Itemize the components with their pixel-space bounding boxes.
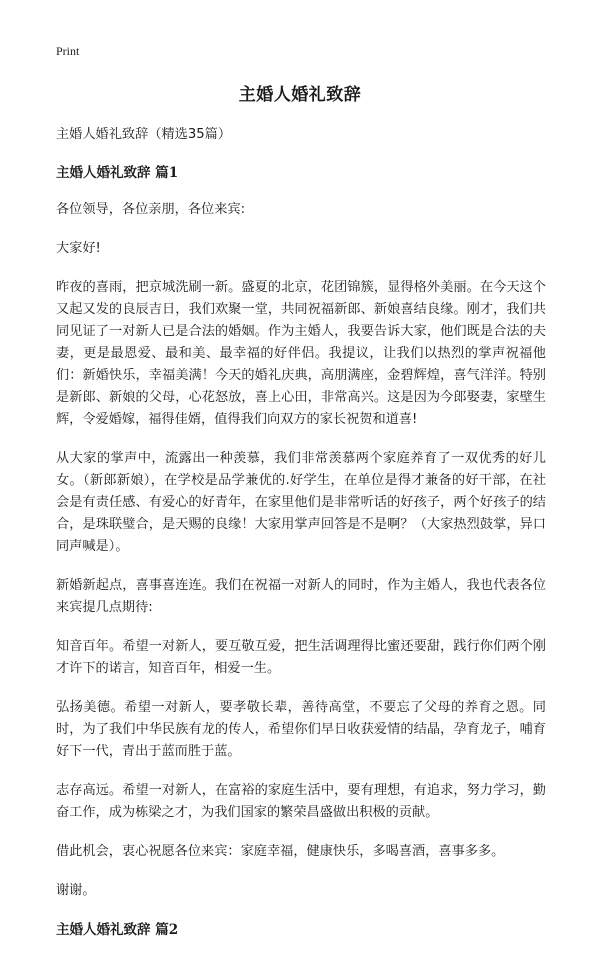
paragraph-opening: 昨夜的喜雨，把京城洗刷一新。盛夏的北京，花团锦簇，显得格外美丽。在今天这个又起又发的良辰吉日，我们欢聚一堂，共同祝福新郎、新娘喜结良缘。刚才，我们共同见证了一对新人已是合法的婚姻。作为主婚人，我要告诉大家，他们既是合法的夫妻，更是最恩爱、最和美、最幸福的好伴侣。我提议，让我们以热烈的掌声祝福他们：新婚快乐，幸福美满！今天的婚礼庆典，高朋满座，金碧辉煌，喜气洋洋。特别是新郎、新娘的父母，心花怒放，喜上心田，非常高兴。这是因为今郎娶妻，家壁生辉，令爱婚嫁，福得佳婿，值得我们向双方的家长祝贺和道喜! [56, 280, 546, 427]
paragraph-praise: 从大家的掌声中，流露出一种羡慕，我们非常羡慕两个家庭养育了一双优秀的好儿女。（新郎新娘），在学校是品学兼优的.好学生，在单位是得才兼备的好干部，在社会是有责任感、有爱心的好青年，在家里他们是非常听话的好孩子，两个好孩子的结合，是珠联璧合，是天赐的良缘！大家用掌声回答是不是啊？（大家热烈鼓掌，异口同声喊是）。 [56, 451, 546, 554]
paragraph-greeting: 大家好! [56, 241, 101, 256]
document-body [56, 124, 546, 956]
paragraph-thanks: 谢谢。 [56, 883, 96, 898]
paragraph-salutation: 各位领导，各位亲朋，各位来宾: [56, 202, 246, 217]
paragraph-expectations-intro: 新婚新起点，喜事喜连连。我们在祝福一对新人的同时，作为主婚人，我也代表各位来宾提几点期待: [56, 578, 546, 615]
page-title: 主婚人婚礼致辞 [238, 85, 362, 105]
paragraph-expectation-1: 知音百年。希望一对新人，要互敬互爱，把生活调理得比蜜还要甜，践行你们两个刚才许下的诺言，知音百年，相爱一生。 [56, 639, 546, 676]
paragraph-expectation-2: 弘扬美德。希望一对新人，要孝敬长辈，善待高堂，不要忘了父母的养育之恩。同时，为了我们中华民族有龙的传人，希望你们早日收获爱情的结晶，孕育龙子，哺育好下一代，青出于蓝而胜于蓝。 [56, 700, 546, 759]
section-heading-2: 主婚人婚礼致辞 篇2 [56, 922, 179, 938]
paragraph-wishes: 借此机会，衷心祝愿各位来宾：家庭幸福，健康快乐，多喝喜酒，喜事多多。 [56, 844, 505, 859]
document-subtitle: 主婚人婚礼致辞（精选35篇） [56, 127, 232, 142]
paragraph-expectation-3: 志存高远。希望一对新人，在富裕的家庭生活中，要有理想，有追求，努力学习，勤奋工作，成为栋梁之才，为我们国家的繁荣昌盛做出积极的贡献。 [56, 783, 546, 820]
section-heading-1: 主婚人婚礼致辞 篇1 [56, 165, 179, 181]
print-label: Print [56, 44, 80, 58]
